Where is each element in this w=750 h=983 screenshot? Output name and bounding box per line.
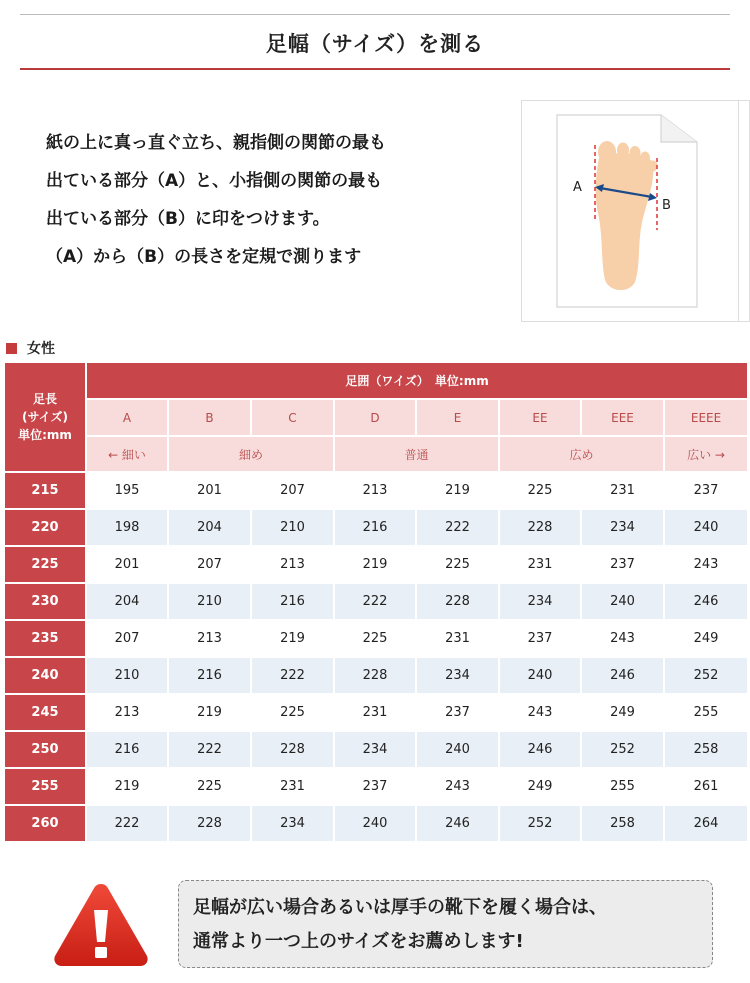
table-cell: 240 [581, 583, 664, 620]
intro-text [46, 124, 486, 276]
table-cell: 219 [251, 620, 334, 657]
table-row [4, 657, 748, 694]
table-cell: 222 [416, 509, 499, 546]
table-cell: 234 [581, 509, 664, 546]
notice-line: 通常より一つ上のサイズをお薦めします! [193, 931, 524, 952]
length-header-line: (サイズ) [21, 410, 68, 424]
table-cell: 240 [499, 657, 581, 694]
table-cell: 207 [168, 546, 251, 583]
table-cell: 264 [664, 805, 748, 842]
table-body [4, 472, 748, 842]
fit-wider: 広い → [664, 436, 748, 472]
table-cell: 210 [168, 583, 251, 620]
row-size-label: 255 [4, 768, 86, 805]
table-cell: 234 [499, 583, 581, 620]
table-cell: 210 [86, 657, 168, 694]
width-header: EEE [581, 399, 664, 436]
table-cell: 240 [334, 805, 416, 842]
label-a: A [573, 180, 582, 195]
row-size-label: 250 [4, 731, 86, 768]
row-size-label: 225 [4, 546, 86, 583]
table-cell: 204 [168, 509, 251, 546]
notice-box [178, 880, 713, 968]
table-cell: 231 [499, 546, 581, 583]
section-label: 女性 [27, 341, 55, 357]
table-cell: 213 [86, 694, 168, 731]
table-cell: 237 [664, 472, 748, 509]
table-cell: 246 [664, 583, 748, 620]
table-cell: 228 [334, 657, 416, 694]
table-cell: 234 [416, 657, 499, 694]
table-cell: 261 [664, 768, 748, 805]
table-cell: 195 [86, 472, 168, 509]
table-row [4, 620, 748, 657]
row-size-label: 220 [4, 509, 86, 546]
table-cell: 249 [664, 620, 748, 657]
table-cell: 258 [664, 731, 748, 768]
table-cell: 219 [168, 694, 251, 731]
table-cell: 252 [581, 731, 664, 768]
table-cell: 231 [581, 472, 664, 509]
row-size-label: 215 [4, 472, 86, 509]
table-cell: 225 [499, 472, 581, 509]
fit-normal: 普通 [334, 436, 499, 472]
table-cell: 237 [581, 546, 664, 583]
row-size-label: 235 [4, 620, 86, 657]
header-row-main [4, 362, 748, 399]
foot-measure-diagram [521, 100, 750, 322]
table-cell: 222 [334, 583, 416, 620]
section-heading [6, 338, 55, 358]
table-row [4, 583, 748, 620]
girth-header: 足囲（ワイズ） 単位:mm [86, 362, 748, 399]
table-cell: 228 [168, 805, 251, 842]
table-cell: 228 [499, 509, 581, 546]
table-cell: 225 [334, 620, 416, 657]
table-cell: 252 [664, 657, 748, 694]
width-header: EEEE [664, 399, 748, 436]
table-cell: 216 [168, 657, 251, 694]
row-size-label: 260 [4, 805, 86, 842]
table-row [4, 509, 748, 546]
foot-illustration [521, 100, 750, 322]
table-cell: 237 [334, 768, 416, 805]
table-cell: 243 [416, 768, 499, 805]
table-row [4, 805, 748, 842]
table-cell: 216 [251, 583, 334, 620]
table-cell: 231 [416, 620, 499, 657]
table-row [4, 546, 748, 583]
table-cell: 249 [581, 694, 664, 731]
length-header-cell [4, 362, 86, 472]
table-cell: 237 [416, 694, 499, 731]
table-cell: 213 [251, 546, 334, 583]
table-cell: 246 [581, 657, 664, 694]
table-cell: 213 [334, 472, 416, 509]
table-cell: 216 [334, 509, 416, 546]
width-header: C [251, 399, 334, 436]
row-size-label: 245 [4, 694, 86, 731]
length-header-line: 単位:mm [18, 428, 72, 442]
table-cell: 240 [664, 509, 748, 546]
table-cell: 243 [581, 620, 664, 657]
table-cell: 222 [168, 731, 251, 768]
row-size-label: 230 [4, 583, 86, 620]
table-cell: 231 [334, 694, 416, 731]
table-row [4, 472, 748, 509]
notice-line: 足幅が広い場合あるいは厚手の靴下を履く場合は、 [193, 897, 607, 918]
table-cell: 246 [416, 805, 499, 842]
intro-line: 出ている部分（B）に印をつけます。 [46, 209, 330, 229]
table-cell: 255 [581, 768, 664, 805]
table-cell: 252 [499, 805, 581, 842]
header-row-fit [4, 436, 748, 472]
fit-narrow: ← 細い [86, 436, 168, 472]
table-row [4, 768, 748, 805]
table-cell: 225 [251, 694, 334, 731]
table-cell: 240 [416, 731, 499, 768]
table-cell: 204 [86, 583, 168, 620]
table-cell: 207 [251, 472, 334, 509]
table-cell: 246 [499, 731, 581, 768]
table-cell: 225 [168, 768, 251, 805]
size-table [3, 361, 749, 843]
width-header: EE [499, 399, 581, 436]
table-cell: 216 [86, 731, 168, 768]
table-cell: 210 [251, 509, 334, 546]
warning-icon [52, 880, 150, 968]
width-header: B [168, 399, 251, 436]
width-header: A [86, 399, 168, 436]
table-row [4, 694, 748, 731]
width-header: D [334, 399, 416, 436]
intro-line: （A）から（B）の長さを定規で測ります [46, 247, 362, 267]
intro-line: 出ている部分（A）と、小指側の関節の最も [46, 171, 383, 191]
header-row-widths [4, 399, 748, 436]
table-cell: 249 [499, 768, 581, 805]
table-cell: 219 [416, 472, 499, 509]
table-cell: 228 [416, 583, 499, 620]
row-size-label: 240 [4, 657, 86, 694]
table-cell: 198 [86, 509, 168, 546]
fit-slim: 細め [168, 436, 334, 472]
title-bar [20, 14, 730, 70]
table-cell: 258 [581, 805, 664, 842]
length-header-line: 足長 [32, 392, 57, 406]
table-cell: 219 [334, 546, 416, 583]
table-cell: 231 [251, 768, 334, 805]
table-cell: 222 [251, 657, 334, 694]
table-cell: 225 [416, 546, 499, 583]
table-cell: 234 [251, 805, 334, 842]
table-cell: 243 [499, 694, 581, 731]
table-cell: 234 [334, 731, 416, 768]
width-header: E [416, 399, 499, 436]
table-cell: 213 [168, 620, 251, 657]
fit-wide: 広め [499, 436, 664, 472]
intro-line: 紙の上に真っ直ぐ立ち、親指側の関節の最も [46, 133, 386, 153]
table-cell: 243 [664, 546, 748, 583]
table-cell: 228 [251, 731, 334, 768]
page-title: 足幅（サイズ）を測る [265, 32, 485, 56]
table-row [4, 731, 748, 768]
label-b: B [662, 198, 671, 213]
table-cell: 207 [86, 620, 168, 657]
table-cell: 255 [664, 694, 748, 731]
table-cell: 201 [168, 472, 251, 509]
table-cell: 222 [86, 805, 168, 842]
table-cell: 219 [86, 768, 168, 805]
table-cell: 201 [86, 546, 168, 583]
section-marker [6, 343, 17, 354]
table-cell: 237 [499, 620, 581, 657]
